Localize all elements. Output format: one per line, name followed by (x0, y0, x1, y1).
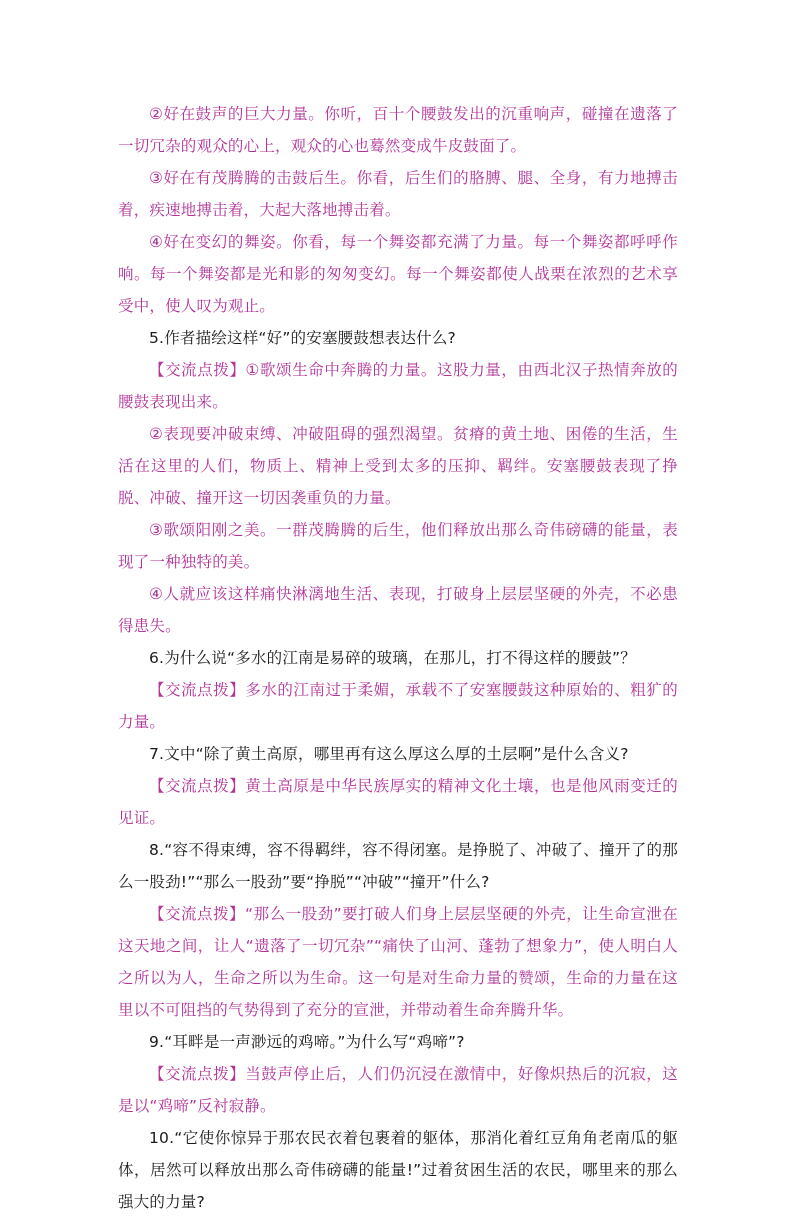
answer-7: 【交流点拨】黄土高原是中华民族厚实的精神文化土壤，也是他风雨变迁的见证。 (118, 777, 678, 827)
answer-point-3: ③好在有茂腾腾的击鼓后生。你看，后生们的胳膊、腿、全身，有力地搏击着，疾速地搏击着，大起大落地搏击着。 (118, 169, 678, 219)
answer-5-point-1: 【交流点拨】①歌颂生命中奔腾的力量。这股力量，由西北汉子热情奔放的腰鼓表现出来。 (118, 361, 678, 411)
answer-6: 【交流点拨】多水的江南过于柔媚，承载不了安塞腰鼓这种原始的、粗犷的力量。 (118, 681, 678, 731)
document-page (118, 98, 678, 1218)
question-10: 10.“它使你惊异于那农民衣着包裹着的躯体，那消化着红豆角角老南瓜的躯体，居然可以释放出那么奇伟磅礴的能量!”过着贫困生活的农民，哪里来的那么强大的力量? (118, 1129, 678, 1211)
answer-5-point-2: ②表现要冲破束缚、冲破阻碍的强烈渴望。贫瘠的黄土地、困倦的生活，生活在这里的人们，物质上、精神上受到太多的压抑、羁绊。安塞腰鼓表现了挣脱、冲破、撞开这一切因袭重负的力量。 (118, 425, 678, 507)
question-7: 7.文中“除了黄土高原，哪里再有这么厚这么厚的土层啊”是什么含义? (149, 745, 629, 763)
answer-8: 【交流点拨】“那么一股劲”要打破人们身上层层坚硬的外壳，让生命宣泄在这天地之间，让人“遗落了一切冗杂”“痛快了山河、蓬勃了想象力”，使人明白人之所以为人，生命之所以为生命。这一句是对生命力量的赞颂，生命的力量在这里以不可阻挡的气势得到了充分的宣泄，并带动着生命奔腾升华。 (118, 905, 678, 1019)
question-5: 5.作者描绘这样“好”的安塞腰鼓想表达什么? (149, 329, 456, 347)
answer-9: 【交流点拨】当鼓声停止后，人们仍沉浸在激情中，好像炽热后的沉寂，这是以“鸡啼”反衬寂静。 (118, 1065, 678, 1115)
question-6: 6.为什么说“多水的江南是易碎的玻璃，在那儿，打不得这样的腰鼓”？ (149, 649, 636, 667)
question-9: 9.“耳畔是一声渺远的鸡啼。”为什么写“鸡啼”? (149, 1033, 465, 1051)
answer-5-point-3: ③歌颂阳刚之美。一群茂腾腾的后生，他们释放出那么奇伟磅礴的能量，表现了一种独特的美。 (118, 521, 678, 571)
answer-5-point-4: ④人就应该这样痛快淋漓地生活、表现，打破身上层层坚硬的外壳，不必患得患失。 (118, 585, 678, 635)
answer-point-2: ②好在鼓声的巨大力量。你听，百十个腰鼓发出的沉重响声，碰撞在遗落了一切冗杂的观众的心上，观众的心也蓦然变成牛皮鼓面了。 (118, 105, 678, 155)
question-8: 8.“容不得束缚，容不得羁绊，容不得闭塞。是挣脱了、冲破了、撞开了的那么一股劲!”“那么一股劲”要“挣脱”“冲破”“撞开”什么? (118, 841, 678, 891)
answer-point-4: ④好在变幻的舞姿。你看，每一个舞姿都充满了力量。每一个舞姿都呼呼作响。每一个舞姿都是光和影的匆匆变幻。每一个舞姿都使人战栗在浓烈的艺术享受中，使人叹为观止。 (118, 233, 678, 315)
